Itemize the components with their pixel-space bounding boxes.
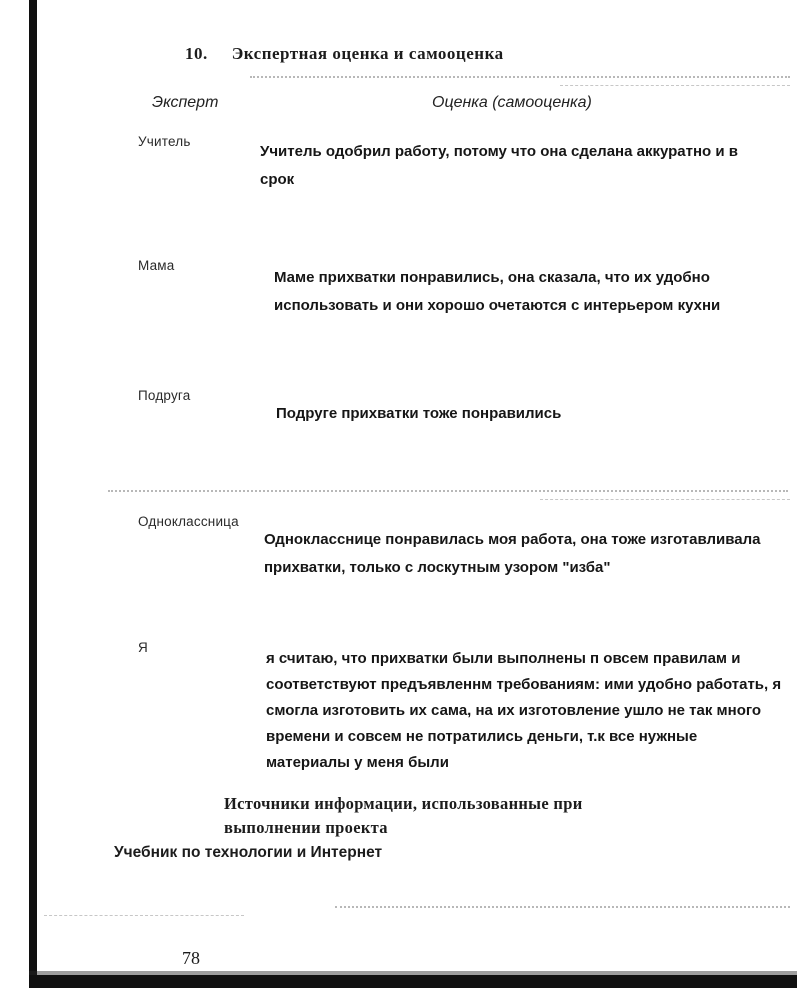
table-row-expert-label: Я <box>138 640 148 655</box>
scan-edge-left <box>29 0 37 988</box>
table-row-evaluation: я считаю, что прихватки были выполнены п овсем правилам и соответствуют предъявленнм требованиям: ими удобно работать, я смогла изготовить их сама, на их изготовление ушло не так много времени и совсем не потратились деньги, т.к все нужные материалы у меня были <box>266 650 782 771</box>
table-row-expert-label: Одноклассница <box>138 514 239 529</box>
sources-heading: Источники информации, использованные при выполнении проекта <box>224 794 583 837</box>
section-title <box>185 44 504 64</box>
scan-artifact <box>560 85 790 86</box>
table-row-evaluation: Учитель одобрил работу, потому что она сделана аккуратно и в срок <box>260 143 738 188</box>
column-header-evaluation: Оценка (самооценка) <box>432 94 592 111</box>
scan-artifact <box>335 906 790 908</box>
scan-artifact <box>108 490 788 492</box>
table-row-expert-label: Учитель <box>138 134 191 149</box>
scan-artifact <box>44 915 244 916</box>
table-row-evaluation: Подруге прихватки тоже понравились <box>276 405 562 422</box>
column-header-expert: Эксперт <box>152 94 219 111</box>
table-row-evaluation: Однокласснице понравилась моя работа, она тоже изготавливала прихватки, только с лоскутным узором "изба" <box>264 531 761 576</box>
table-row-expert-label: Мама <box>138 258 175 273</box>
table-row-expert-label: Подруга <box>138 388 191 403</box>
scan-edge-bottom <box>29 975 797 988</box>
sources-text: Учебник по технологии и Интернет <box>114 844 383 861</box>
scan-artifact <box>250 76 790 78</box>
scan-artifact <box>540 499 790 500</box>
section-title-text: Экспертная оценка и самооценка <box>231 44 504 63</box>
page-number: 78 <box>182 948 200 968</box>
table-row-evaluation: Маме прихватки понравились, она сказала, что их удобно использовать и они хорошо очетаются с интерьером кухни <box>274 269 721 314</box>
section-number: 10. <box>185 44 208 63</box>
